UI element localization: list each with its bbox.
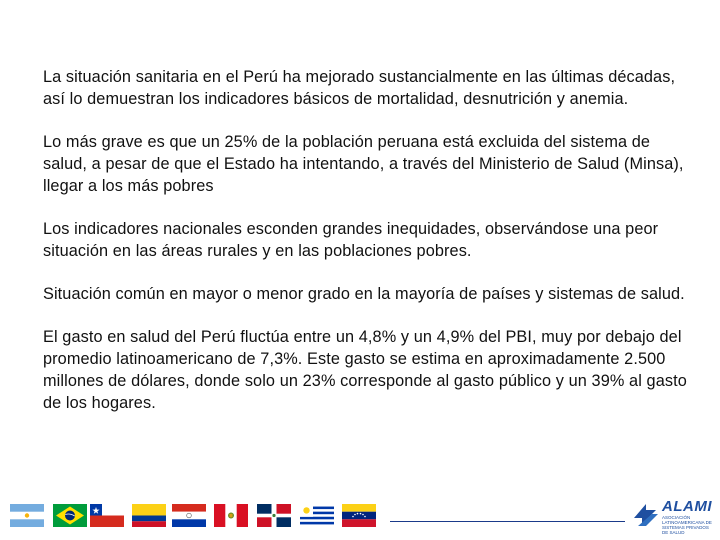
chile-flag-icon xyxy=(90,504,124,527)
paraguay-flag-icon xyxy=(172,504,206,527)
footer-divider xyxy=(390,521,625,522)
alami-emblem-icon xyxy=(632,500,660,530)
alami-logo xyxy=(632,498,716,534)
main-text xyxy=(43,66,693,435)
argentina-flag-icon xyxy=(10,504,44,527)
paragraph: Situación común en mayor o menor grado en la mayoría de países y sistemas de salud. xyxy=(43,285,685,303)
flags-footer xyxy=(0,498,720,540)
dominican-republic-flag-icon xyxy=(257,504,291,527)
paragraph: El gasto en salud del Perú fluctúa entre un 4,8% y un 4,9% del PBI, muy por debajo del promedio latinoamericano de 7,3%. Este gasto se estima en aproximadamente 2.500 millones de dólares, donde solo un 23% corresponde al gasto público y un 39% al gasto de los hogares. xyxy=(43,328,687,412)
logo-subtitle: ASOCIACIÓN LATINOAMERICANA DE SISTEMAS PRIVADOS DE SALUD xyxy=(662,515,712,535)
peru-flag-icon xyxy=(214,504,248,527)
venezuela-flag-icon xyxy=(342,504,376,527)
brazil-flag-icon xyxy=(53,504,87,527)
logo-name: ALAMI xyxy=(662,498,712,515)
paragraph: Lo más grave es que un 25% de la población peruana está excluida del sistema de salud, a pesar de que el Estado ha intentando, a través del Ministerio de Salud (Minsa), llegar a los más pobres xyxy=(43,133,684,195)
paragraph: La situación sanitaria en el Perú ha mejorado sustancialmente en las últimas décadas, así lo demuestran los indicadores básicos de mortalidad, desnutrición y anemia. xyxy=(43,68,676,108)
colombia-flag-icon xyxy=(132,504,166,527)
paragraph: Los indicadores nacionales esconden grandes inequidades, observándose una peor situación en las áreas rurales y en las poblaciones pobres. xyxy=(43,220,659,260)
uruguay-flag-icon xyxy=(300,504,334,527)
